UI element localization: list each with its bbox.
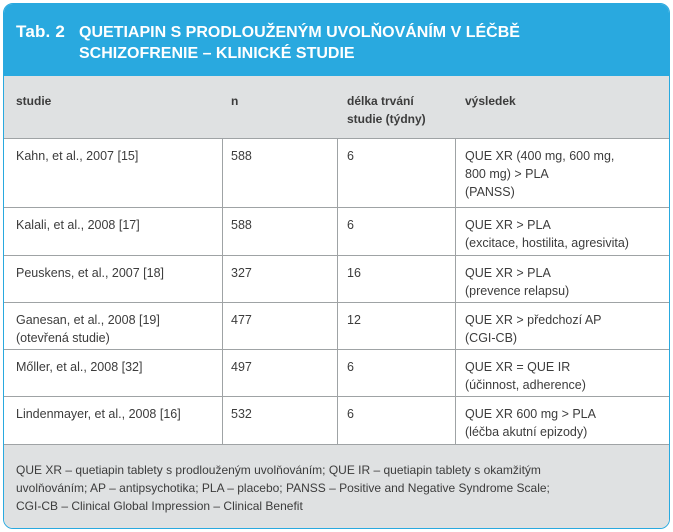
cell-n: 327 xyxy=(231,266,252,280)
cell-line: (excitace, hostilita, agresivita) xyxy=(465,236,629,250)
cell-result xyxy=(465,216,660,252)
cell-line: Kalali, et al., 2008 [17] xyxy=(16,218,140,232)
cell-weeks: 6 xyxy=(347,218,354,232)
column-header-study: studie xyxy=(16,94,52,108)
cell-study xyxy=(16,264,216,282)
table-title xyxy=(79,22,639,64)
column-header-duration-line: studie (týdny) xyxy=(347,112,426,126)
table-card xyxy=(3,3,670,529)
cell-result xyxy=(465,311,660,347)
column-header-duration-line: délka trvání xyxy=(347,94,414,108)
column-divider xyxy=(222,138,223,444)
footnote-text xyxy=(16,461,656,515)
column-header-row xyxy=(4,76,669,138)
column-divider xyxy=(455,138,456,444)
table-footnote xyxy=(4,444,669,528)
footnote-line: QUE XR – quetiapin tablety s prodlouženým uvolňováním; QUE IR – quetiapin tablety s okamžitým xyxy=(16,463,541,477)
cell-line: QUE XR > předchozí AP xyxy=(465,313,602,327)
cell-line: (léčba akutní epizody) xyxy=(465,425,588,439)
cell-line: Kahn, et al., 2007 [15] xyxy=(16,149,139,163)
table-title-line: QUETIAPIN S PRODLOUŽENÝM UVOLŇOVÁNÍM V LÉČBĚ xyxy=(79,24,520,41)
table-title-line: SCHIZOFRENIE – KLINICKÉ STUDIE xyxy=(79,45,355,62)
cell-study xyxy=(16,311,216,347)
table-header-bar xyxy=(4,4,669,76)
cell-weeks: 6 xyxy=(347,149,354,163)
cell-line: Peuskens, et al., 2007 [18] xyxy=(16,266,165,280)
cell-result xyxy=(465,358,660,394)
cell-line: QUE XR = QUE IR xyxy=(465,360,571,374)
column-divider xyxy=(337,138,338,444)
cell-line: Ganesan, et al., 2008 [19] xyxy=(16,313,160,327)
cell-line: (prevence relapsu) xyxy=(465,284,570,298)
cell-line: (účinnost, adherence) xyxy=(465,378,586,392)
cell-study xyxy=(16,405,216,423)
cell-weeks: 16 xyxy=(347,266,361,280)
cell-study xyxy=(16,358,216,376)
cell-result xyxy=(465,264,660,300)
table-number: Tab. 2 xyxy=(16,22,66,41)
cell-line: (PANSS) xyxy=(465,185,515,199)
cell-weeks: 6 xyxy=(347,407,354,421)
cell-weeks: 12 xyxy=(347,313,361,327)
cell-study xyxy=(16,216,216,234)
column-header-duration xyxy=(347,92,447,128)
cell-line: QUE XR (400 mg, 600 mg, xyxy=(465,149,615,163)
cell-line: QUE XR 600 mg > PLA xyxy=(465,407,596,421)
column-header-result: výsledek xyxy=(465,94,516,108)
cell-line: 800 mg) > PLA xyxy=(465,167,549,181)
cell-weeks: 6 xyxy=(347,360,354,374)
cell-line: QUE XR > PLA xyxy=(465,218,551,232)
cell-line: QUE XR > PLA xyxy=(465,266,551,280)
cell-n: 588 xyxy=(231,218,252,232)
cell-result xyxy=(465,405,660,441)
cell-n: 477 xyxy=(231,313,252,327)
cell-n: 588 xyxy=(231,149,252,163)
footnote-line: CGI-CB – Clinical Global Impression – Clinical Benefit xyxy=(16,499,303,513)
cell-line: (otevřená studie) xyxy=(16,331,110,345)
cell-result xyxy=(465,147,660,201)
cell-line: (CGI-CB) xyxy=(465,331,518,345)
column-header-n: n xyxy=(231,94,239,108)
cell-line: Mőller, et al., 2008 [32] xyxy=(16,360,143,374)
cell-study xyxy=(16,147,216,165)
cell-n: 497 xyxy=(231,360,252,374)
cell-line: Lindenmayer, et al., 2008 [16] xyxy=(16,407,181,421)
footnote-line: uvolňováním; AP – antipsychotika; PLA – placebo; PANSS – Positive and Negative Syndrome Scale; xyxy=(16,481,550,495)
cell-n: 532 xyxy=(231,407,252,421)
